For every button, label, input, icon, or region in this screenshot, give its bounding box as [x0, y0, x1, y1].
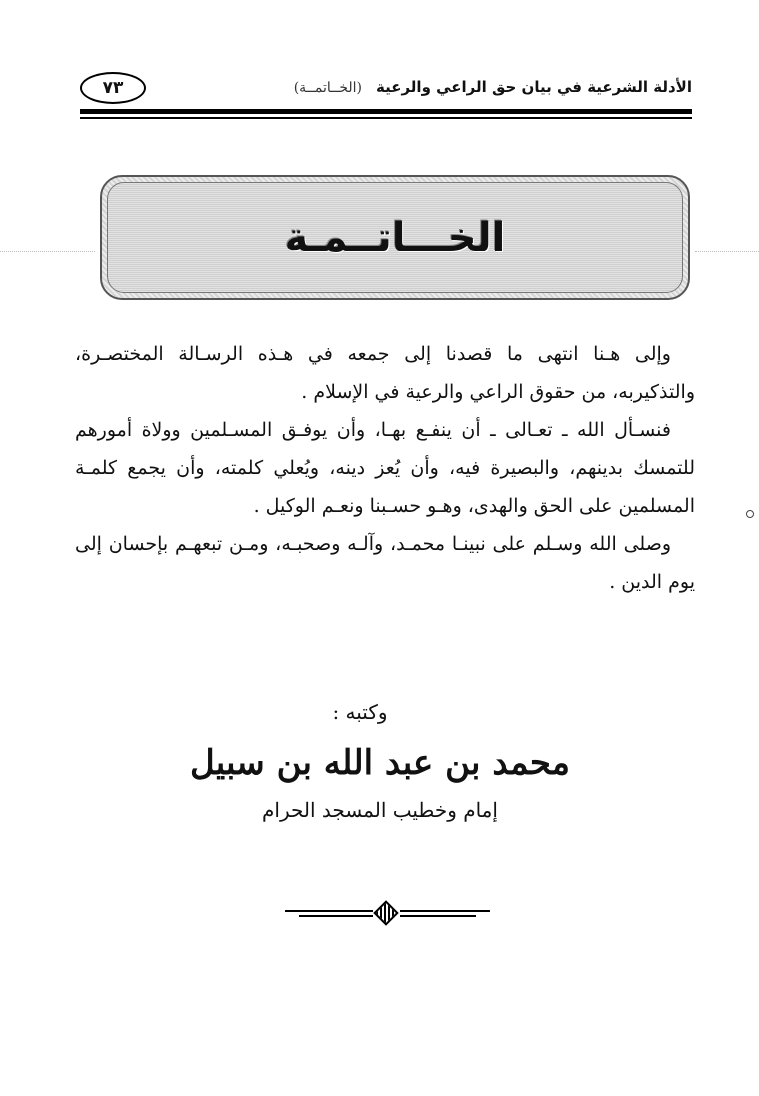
header-rule-thin — [80, 117, 692, 119]
paragraph-3: وصلى الله وسـلم على نبينـا محمـد، وآلـه وصحبـه، ومـن تبعهـم بإحسان إلى يوم الدين . — [75, 533, 695, 593]
body-text — [75, 335, 695, 601]
page-header — [80, 68, 692, 108]
divider-line-right — [400, 910, 490, 912]
divider-line-left-lower — [299, 915, 373, 917]
ornament-divider — [285, 903, 490, 925]
author-name: محمد بن عبد الله بن سبيل — [190, 743, 570, 783]
page-number: ٧٣ — [80, 72, 146, 104]
paragraph-1: وإلى هـنا انتهى ما قصدنا إلى جمعه في هـذه الرسـالة المختصـرة، والتذكيربه، من حقوق الراعي والرعية في الإسلام . — [75, 343, 695, 403]
diamond-ornament-icon — [373, 900, 398, 925]
header-rule-thick — [80, 109, 692, 114]
divider-line-left — [285, 910, 373, 912]
written-by: وكتبه : — [332, 700, 388, 724]
dotted-line-right — [695, 251, 759, 252]
chapter-name: (الخــاتمــة) — [293, 80, 362, 96]
section-title-box — [100, 175, 690, 300]
paragraph-2: فنسـأل الله ـ تعـالى ـ أن ينفـع بهـا، وأن يوفـق المسـلمين وولاة أمورهم للتمسك بدينهم، والبصيرة فيه، وأن يُعز دينه، ويُعلي كلمته، وأن يجمع كلمـة المسلمين على الحق والهدى، وهـو حسـبنا ونعـم الوكيل . — [75, 419, 695, 517]
book-title: الأدلة الشرعية في بيان حق الراعي والرعية — [376, 78, 692, 96]
signature-block — [100, 700, 660, 822]
divider-line-right-lower — [400, 915, 476, 917]
section-title: الخـــاتــمـة — [284, 214, 506, 261]
margin-mark — [746, 510, 754, 518]
section-title-inner — [107, 182, 683, 293]
dotted-line-left — [0, 251, 95, 252]
author-role: إمام وخطيب المسجد الحرام — [262, 798, 498, 822]
